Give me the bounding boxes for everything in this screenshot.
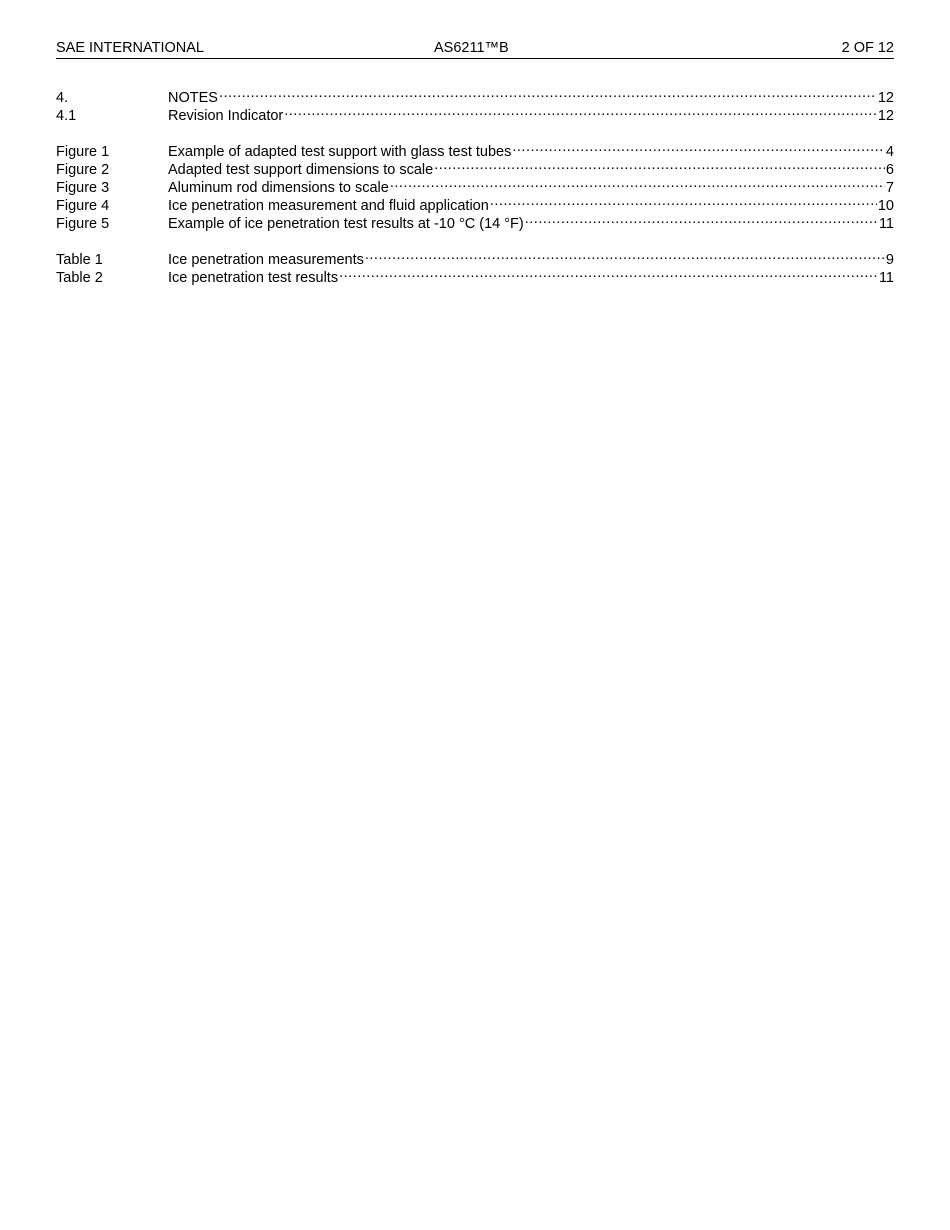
toc-entry-title: Ice penetration measurements: [168, 252, 364, 268]
toc-entry-notes[interactable]: [56, 84, 894, 106]
toc-entry-title: Adapted test support dimensions to scale: [168, 162, 434, 178]
toc-entry-page: 11: [878, 270, 894, 286]
toc-entry-number: Figure 1: [56, 144, 110, 160]
toc-entry-title: Revision Indicator: [168, 108, 284, 124]
toc-entry-number: Figure 5: [56, 216, 110, 232]
toc-dot-leader: [525, 210, 878, 228]
toc-dot-leader: [434, 156, 885, 174]
toc-entry-title: NOTES: [168, 90, 218, 106]
toc-dot-leader: [284, 102, 877, 120]
toc-entry-page: 12: [877, 108, 894, 124]
toc-entry-number: Figure 4: [56, 198, 110, 214]
toc-entry-title: Example of ice penetration test results at -10 °C (14 °F): [168, 216, 524, 232]
toc-entry-number: Figure 3: [56, 180, 110, 196]
toc-entry-title: Ice penetration test results: [168, 270, 339, 286]
toc-dot-leader: [390, 174, 885, 192]
toc-entry-title: Ice penetration measurement and fluid application: [168, 198, 489, 214]
page-header: [56, 38, 894, 59]
toc-entry-title: Example of adapted test support with glass test tubes: [168, 144, 512, 160]
header-document-number: AS6211™B: [434, 40, 509, 56]
toc-dot-leader: [512, 138, 885, 156]
toc-tables: [56, 246, 894, 286]
toc-entry-page: 9: [885, 252, 894, 268]
toc-entry-page: 6: [885, 162, 894, 178]
toc-dot-leader: [365, 246, 885, 264]
toc-dot-leader: [490, 192, 877, 210]
table-of-contents: [56, 84, 894, 300]
toc-entry-page: 7: [885, 180, 894, 196]
toc-entry-page: 10: [877, 198, 894, 214]
toc-entry-number: 4.: [56, 90, 69, 106]
toc-entry-page: 11: [878, 216, 894, 232]
toc-entry-number: Table 1: [56, 252, 103, 268]
toc-entry-number: Figure 2: [56, 162, 110, 178]
header-page-number: 2 OF 12: [841, 40, 894, 56]
toc-entry-figure-1[interactable]: [56, 138, 894, 160]
toc-figures: [56, 138, 894, 232]
header-organization: SAE INTERNATIONAL: [56, 40, 204, 56]
toc-entry-page: 12: [877, 90, 894, 106]
toc-sections: [56, 84, 894, 124]
toc-entry-page: 4: [885, 144, 894, 160]
toc-entry-number: Table 2: [56, 270, 103, 286]
toc-entry-table-1[interactable]: [56, 246, 894, 268]
toc-entry-title: Aluminum rod dimensions to scale: [168, 180, 389, 196]
toc-entry-number: 4.1: [56, 108, 77, 124]
toc-dot-leader: [339, 264, 878, 282]
toc-dot-leader: [219, 84, 877, 102]
